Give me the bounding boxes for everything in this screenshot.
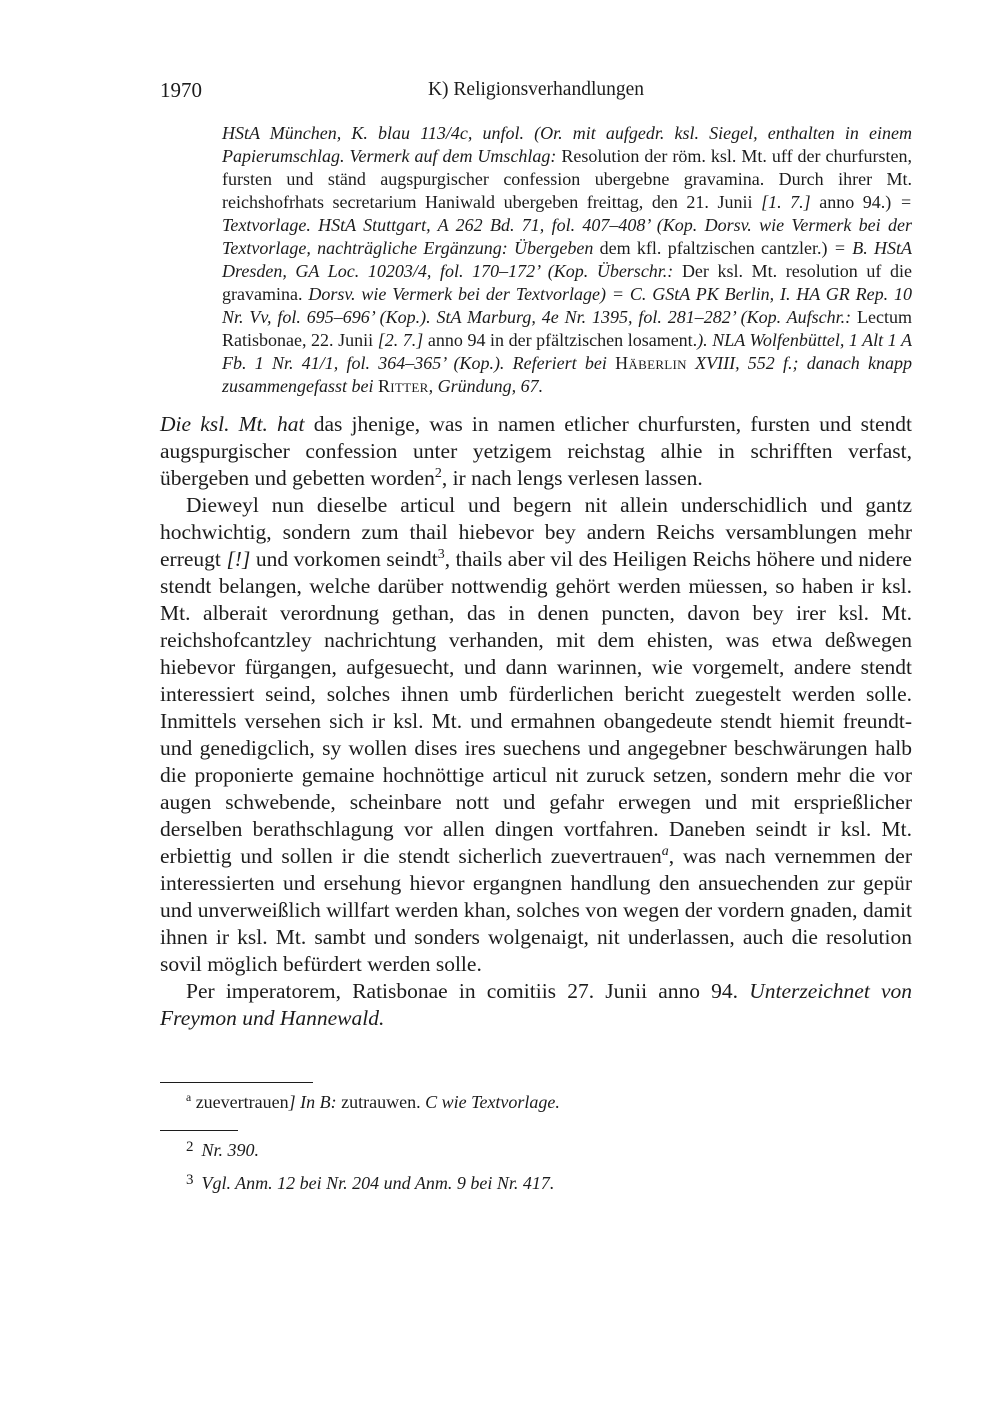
footnote-3-text [202, 1173, 555, 1193]
text-run: = B. HStA Dresden, GA Loc. 10203/4, fol. 170–172’ (Kop. Überschr.: [222, 238, 912, 281]
footnote-3-marker: 3 [186, 1172, 194, 1188]
text-run: [!] [226, 547, 251, 571]
text-run: HStA München, K. blau 113/4c, unfol. (Or. mit aufgedr. ksl. Siegel, enthalten in einem Papierumschlag. Vermerk auf dem Umschlag: [222, 123, 912, 166]
footnotes-section [160, 1082, 912, 1197]
text-run: [1. 7.] [761, 192, 820, 212]
text-run: [2. 7.] [377, 330, 428, 350]
variant-footnote-separator [160, 1082, 313, 1083]
text-run: Der ksl. Mt. resolution uf die gravamina. [222, 261, 912, 304]
page-number: 1970 [160, 78, 202, 102]
text-run: ] In B: [288, 1092, 342, 1112]
text-run: und vorkomen seindt [250, 547, 438, 571]
footnote-3 [160, 1171, 912, 1197]
text-run: , was nach vernemmen der interessierten und ersehung hievor ergangnen handlung den ansuechenden zur gepür und unverweißlich willfart werden khan, solches von wegen der vordern gnaden, damit ihnen ir ksl. Mt. sambt und sonders wolgenaigt, nit underlassen, auch die resolution sovil möglich befürdert werden solle. [160, 844, 912, 976]
text-run: dem kfl. pfaltzischen cantzler.) [599, 238, 834, 258]
variant-footnote-marker: a [186, 1091, 192, 1104]
text-run: Ritter [378, 376, 429, 396]
text-run: Häberlin [615, 353, 687, 373]
numbered-footnote-separator [160, 1130, 238, 1131]
text-run: Resolution der röm. ksl. Mt. uff der churfursten, fursten und ständ augspurgischer confession ubergebne gravamina. Durch ihrer Mt. reichshofrhats secretarium Haniwald ubergeben freittag, den 21. Junii [222, 146, 913, 212]
text-run: , Gründung, 67. [428, 376, 544, 396]
running-header-title: K) Religionsverhandlungen [427, 79, 645, 100]
text-run: das jhenige, was in namen etlicher churfursten, fursten und stendt augspurgischer confession unter yetzigem reichstag alhie in schrifften verfast, übergeben und gebetten worden [160, 412, 912, 490]
body-paragraph-2 [160, 492, 912, 978]
text-run: anno 94 in der pfältzischen losament. [427, 330, 698, 350]
text-run: , ir nach lengs verlesen lassen. [441, 466, 703, 490]
footnote-2 [160, 1138, 912, 1164]
text-run: 2 [434, 465, 442, 481]
body-paragraph-3 [160, 978, 912, 1032]
body-paragraph-1 [160, 411, 912, 492]
text-run: ). NLA Wolfenbüttel, 1 Alt 1 A Fb. 1 Nr. 41/1, fol. 364–365’ (Kop.). Referiert bei [222, 330, 912, 373]
text-run: Dieweyl nun dieselbe articul und begern nit allein underschidlich und gantz hochwichtig, sondern zum thail hiebevor bey andern Reichs versamblungen mehr erreugt [160, 493, 912, 571]
text-run: 3 [437, 546, 445, 562]
text-run: Vgl. Anm. 12 bei Nr. 204 und Anm. 9 bei Nr. 417. [201, 1173, 555, 1193]
text-run: C wie Textvorlage. [425, 1092, 560, 1112]
variant-footnote [160, 1090, 912, 1114]
footnote-2-marker: 2 [186, 1139, 194, 1155]
text-run: = Textvorlage. HStA Stuttgart, A 262 Bd. 71, fol. 407–408’ (Kop. Dorsv. wie Vermerk bei der Textvorlage, nachträgliche Ergänzung: Übergeben [222, 192, 912, 258]
text-run: zutrauwen. [341, 1092, 426, 1112]
variant-footnote-text [196, 1092, 560, 1112]
document-body [160, 411, 912, 1032]
text-run: XVIII, 552 f.; danach knapp zusammengefasst bei [222, 353, 912, 396]
text-run: Nr. 390. [201, 1140, 260, 1160]
text-run: Die ksl. Mt. hat [160, 412, 314, 436]
text-run: a [661, 843, 669, 859]
footnote-2-text [202, 1140, 260, 1160]
text-run: Dorsv. wie Vermerk bei der Textvorlage) = C. GStA PK Berlin, I. HA GR Rep. 10 Nr. Vv, fol. 695–696’ (Kop.). StA Marburg, 4e Nr. 1395, fol. 281–282’ (Kop. Aufschr.: [222, 284, 912, 327]
text-run: anno 94.) [819, 192, 900, 212]
source-citation-block [222, 122, 912, 398]
text-run: Unterzeichnet von Freymon und Hannewald. [160, 979, 912, 1030]
text-run: Lectum Ratisbonae, 22. Junii [222, 307, 912, 350]
text-run: Per imperatorem, Ratisbonae in comitiis 27. Junii anno 94. [186, 979, 750, 1003]
page-header [160, 78, 912, 106]
text-run: , thails aber vil des Heiligen Reichs höhere und nidere stendt belangen, welche darüber nottwendig gehört werden müessen, so haben ir ksl. Mt. alberait verordnung gethan, das in denen puncten, davon bey irer ksl. Mt. reichshofcantzley nachrichtung verhanden, mit dem ehisten, was etwa deßwegen hiebevor fürgangen, aufgesuecht, und dann warinnen, wie vorgemelt, andere stendt interessiert seind, solches ihnen umb fürderlichen bericht zuegestelt werden solle. Inmittels versehen sich ir ksl. Mt. und ermahnen obangedeute stendt hiemit freundt- und genedigclich, sy wollen dises ires suechens und angegebner beschwärungen halb die proponierte gemaine hochnöttige articul nit zuruck setzen, sondern mehr die vor augen schwebende, scheinbare nott und gefahr erwegen und mit ersprießlicher derselben berathschlagung vor allen dingen vortfahren. Daneben seindt ir ksl. Mt. erbiettig und sollen ir die stendt sicherlich zuevertrauen [160, 547, 912, 868]
text-run: zuevertrauen [195, 1092, 289, 1112]
